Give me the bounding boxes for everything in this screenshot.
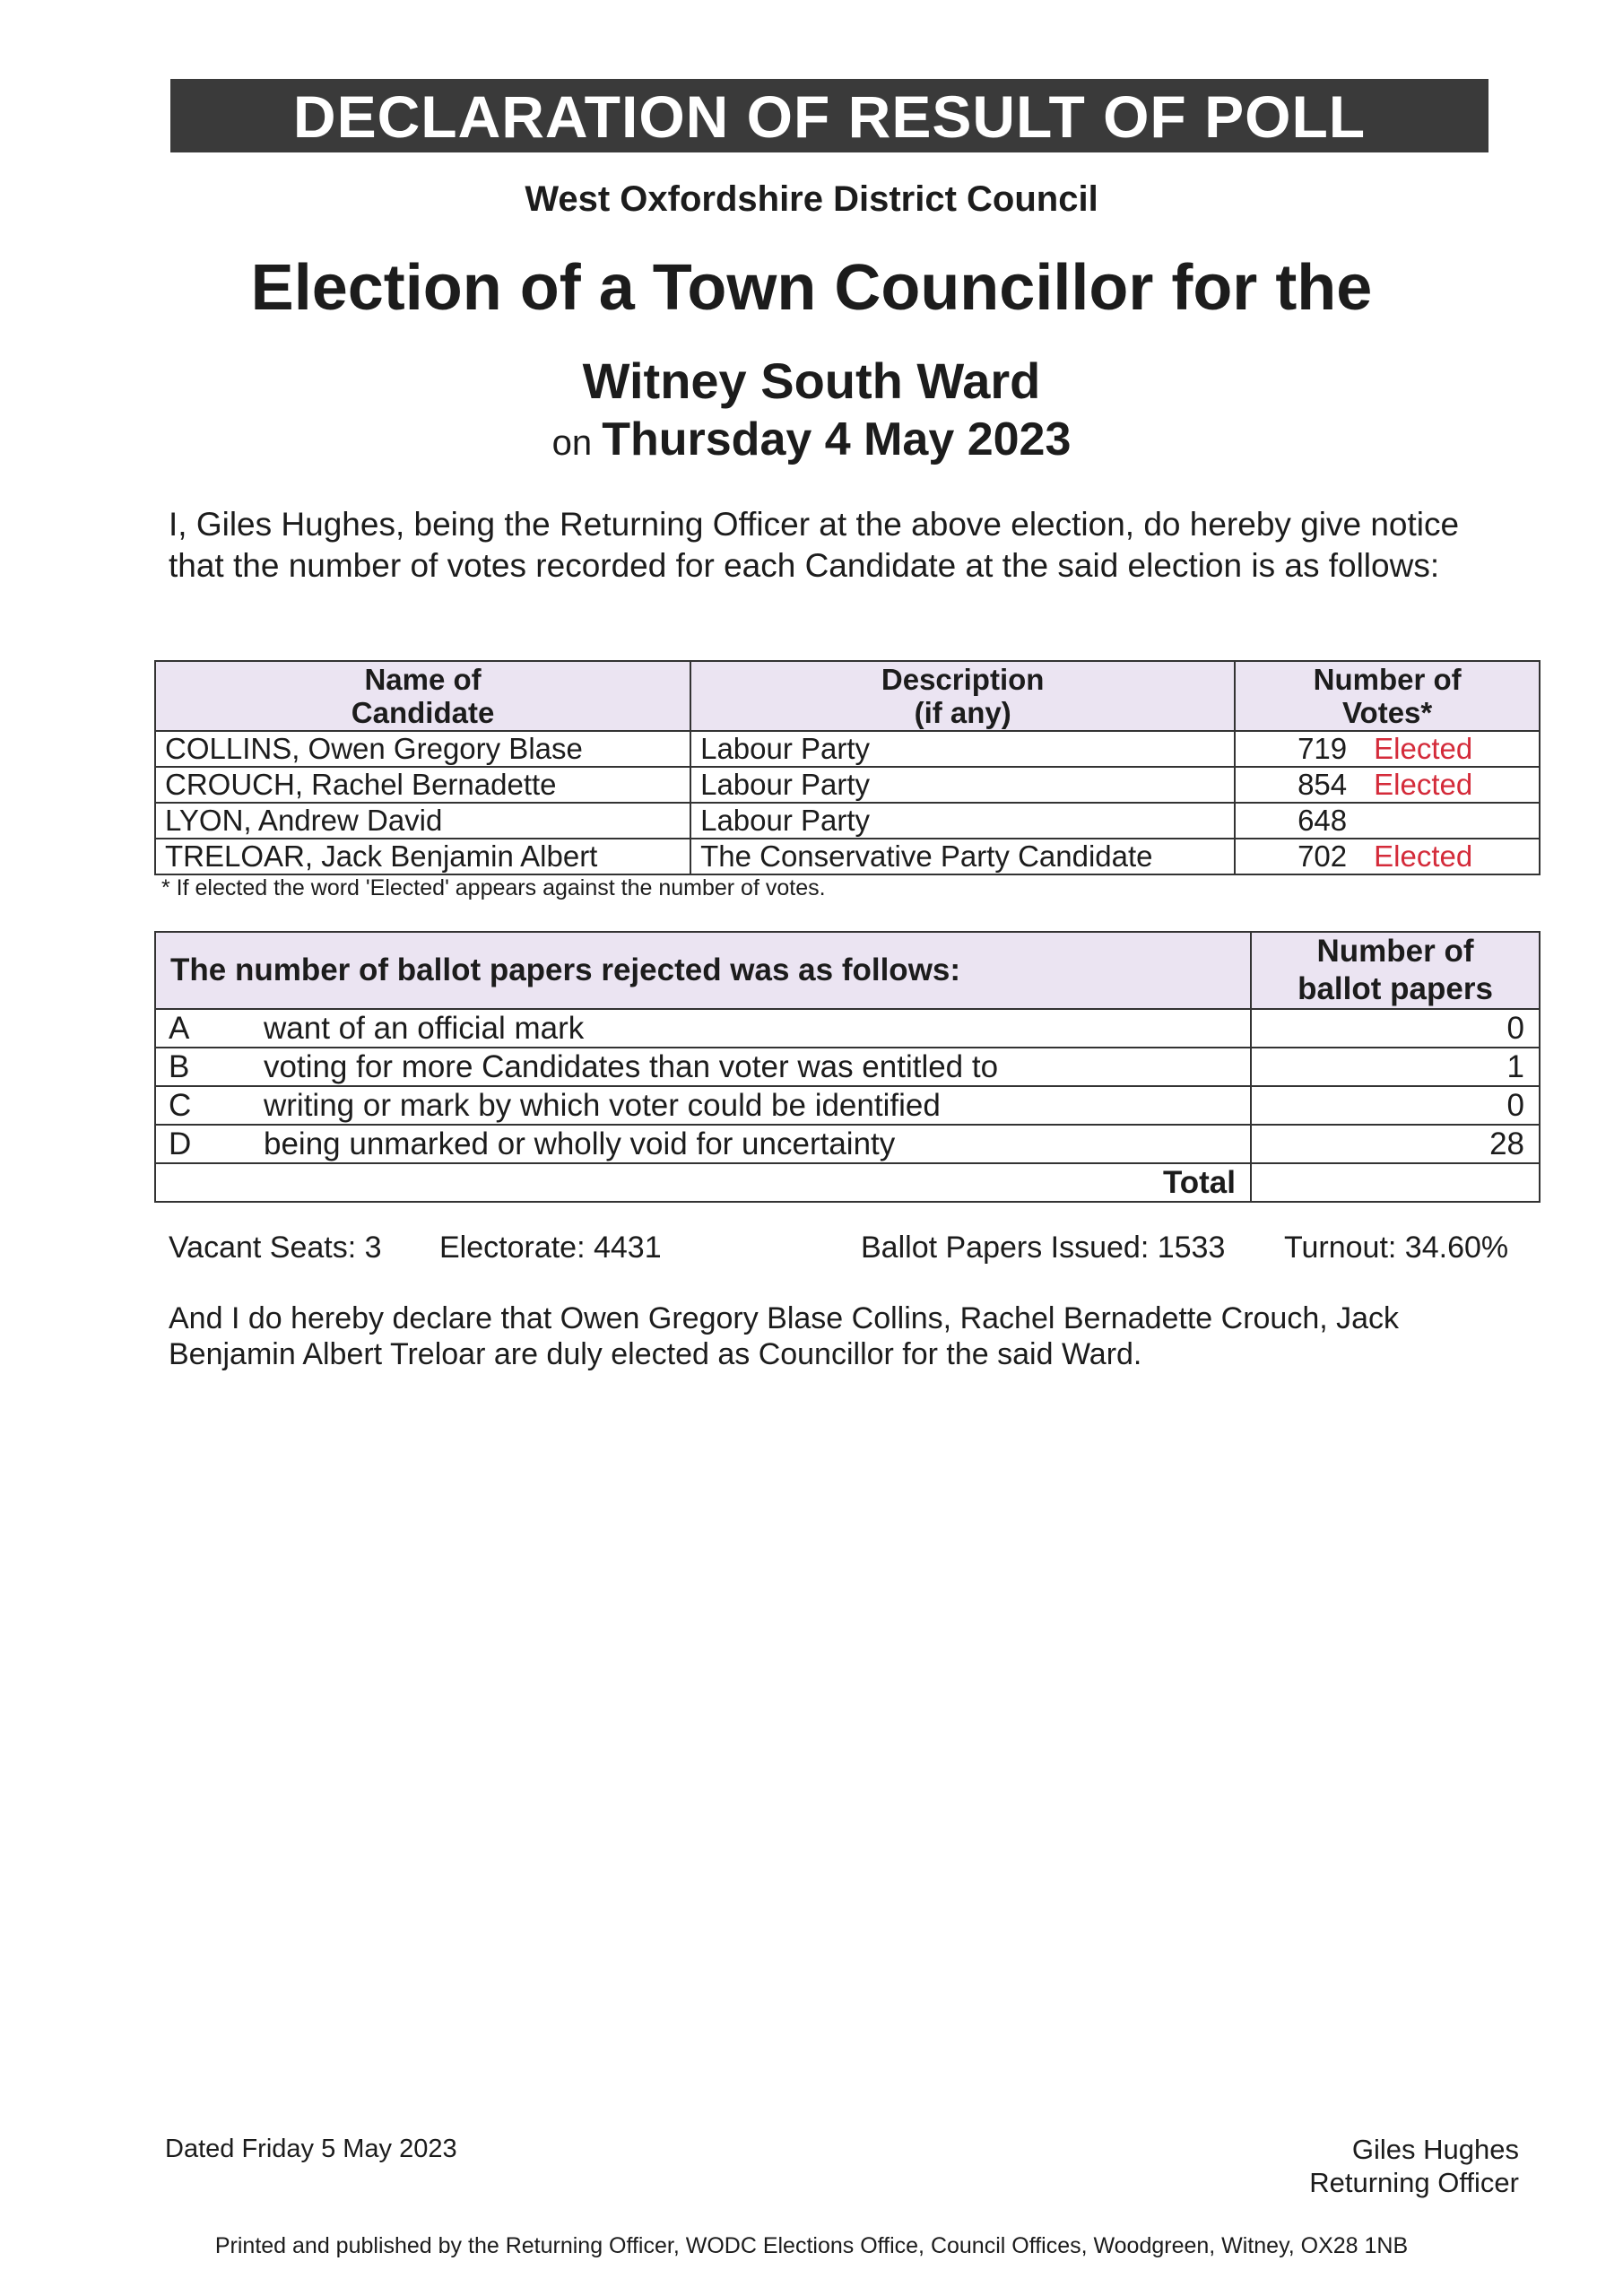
- elected-label: Elected: [1374, 768, 1473, 801]
- total-value: [1251, 1163, 1540, 1202]
- candidate-name: COLLINS, Owen Gregory Blase: [155, 731, 690, 767]
- rejected-count: 0: [1251, 1009, 1540, 1048]
- rejected-count-header-line1: Number of: [1316, 934, 1474, 969]
- candidate-description: Labour Party: [690, 767, 1235, 803]
- election-date-line: [0, 413, 1623, 466]
- electorate: Electorate: 4431: [439, 1231, 662, 1265]
- rejected-count-header-line2: ballot papers: [1298, 971, 1493, 1006]
- rejected-reason: being unmarked or wholly void for uncertainty: [253, 1125, 1251, 1163]
- rejected-count: 0: [1251, 1086, 1540, 1125]
- candidate-description: The Conservative Party Candidate: [690, 839, 1235, 874]
- rejected-row: [155, 1048, 1540, 1086]
- ballot-papers-issued: Ballot Papers Issued: 1533: [861, 1231, 1226, 1265]
- signature-block: [1309, 2133, 1519, 2199]
- header-description-line2: (if any): [914, 696, 1011, 729]
- header-name: [155, 661, 690, 731]
- council-name: West Oxfordshire District Council: [525, 179, 1098, 219]
- rejected-total-row: [155, 1163, 1540, 1202]
- document-banner: DECLARATION OF RESULT OF POLL: [170, 79, 1488, 152]
- rejected-reason: want of an official mark: [253, 1009, 1251, 1048]
- candidate-row: [155, 731, 1540, 767]
- rejected-count-header: [1251, 932, 1540, 1009]
- printed-by-line: Printed and published by the Returning Officer, WODC Elections Office, Council Offices, Woodgreen, Witney, OX28 1NB: [214, 2233, 1409, 2258]
- candidate-votes: 719: [1298, 732, 1348, 765]
- candidate-votes-cell: [1235, 731, 1540, 767]
- declaration-paragraph: And I do hereby declare that Owen Gregory Blase Collins, Rachel Bernadette Crouch, Jack Benjamin Albert Treloar are duly elected as Councillor for the said Ward.: [169, 1301, 1400, 1371]
- candidate-description: Labour Party: [690, 803, 1235, 839]
- header-description-line1: Description: [881, 663, 1045, 696]
- date-prefix: on: [551, 423, 593, 463]
- elected-label: Elected: [1374, 732, 1473, 765]
- elected-label: Elected: [1374, 839, 1473, 873]
- votes-footnote: * If elected the word 'Elected' appears against the number of votes.: [161, 875, 826, 900]
- election-title: Election of a Town Councillor for the: [250, 252, 1373, 324]
- header-description: [690, 661, 1235, 731]
- rejected-count: 1: [1251, 1048, 1540, 1086]
- rejected-letter: B: [155, 1048, 253, 1086]
- turnout: Turnout: 34.60%: [1284, 1231, 1509, 1265]
- dated-line: Dated Friday 5 May 2023: [165, 2135, 457, 2163]
- rejected-row: [155, 1009, 1540, 1048]
- rejected-ballots-table: [154, 931, 1541, 1203]
- rejected-reason: voting for more Candidates than voter was entitled to: [253, 1048, 1251, 1086]
- header-name-line1: Name of: [364, 663, 482, 696]
- candidate-votes-cell: [1235, 839, 1540, 874]
- candidate-votes: 648: [1298, 804, 1348, 837]
- rejected-title: The number of ballot papers rejected was as follows:: [155, 932, 1251, 1009]
- ward-name: Witney South Ward: [582, 352, 1041, 409]
- candidates-table: [154, 660, 1541, 875]
- candidate-votes-cell: [1235, 767, 1540, 803]
- header-votes: [1235, 661, 1540, 731]
- signer-role: Returning Officer: [1309, 2167, 1519, 2198]
- rejected-row: [155, 1086, 1540, 1125]
- vacant-seats: Vacant Seats: 3: [169, 1231, 382, 1265]
- candidate-description: Labour Party: [690, 731, 1235, 767]
- candidate-name: LYON, Andrew David: [155, 803, 690, 839]
- header-votes-line1: Number of: [1313, 663, 1462, 696]
- signer-name: Giles Hughes: [1351, 2134, 1519, 2165]
- candidate-name: CROUCH, Rachel Bernadette: [155, 767, 690, 803]
- candidate-votes: 702: [1298, 839, 1348, 873]
- header-name-line2: Candidate: [351, 696, 495, 729]
- candidate-row: [155, 767, 1540, 803]
- candidate-row: [155, 839, 1540, 874]
- rejected-letter: A: [155, 1009, 253, 1048]
- header-votes-line2: Votes*: [1341, 696, 1433, 729]
- rejected-letter: C: [155, 1086, 253, 1125]
- candidate-votes: 854: [1298, 768, 1348, 801]
- rejected-count: 28: [1251, 1125, 1540, 1163]
- candidate-name: TRELOAR, Jack Benjamin Albert: [155, 839, 690, 874]
- rejected-row: [155, 1125, 1540, 1163]
- election-date: Thursday 4 May 2023: [602, 413, 1072, 465]
- rejected-letter: D: [155, 1125, 253, 1163]
- candidates-table-header: [155, 661, 1540, 731]
- rejected-table-header: [155, 932, 1540, 1009]
- candidate-row: [155, 803, 1540, 839]
- total-label: Total: [155, 1163, 1251, 1202]
- intro-paragraph: I, Giles Hughes, being the Returning Officer at the above election, do hereby give notice that the number of votes recorded for each Candidate at the said election is as follows:: [169, 506, 1460, 584]
- candidate-votes-cell: [1235, 803, 1540, 839]
- rejected-reason: writing or mark by which voter could be identified: [253, 1086, 1251, 1125]
